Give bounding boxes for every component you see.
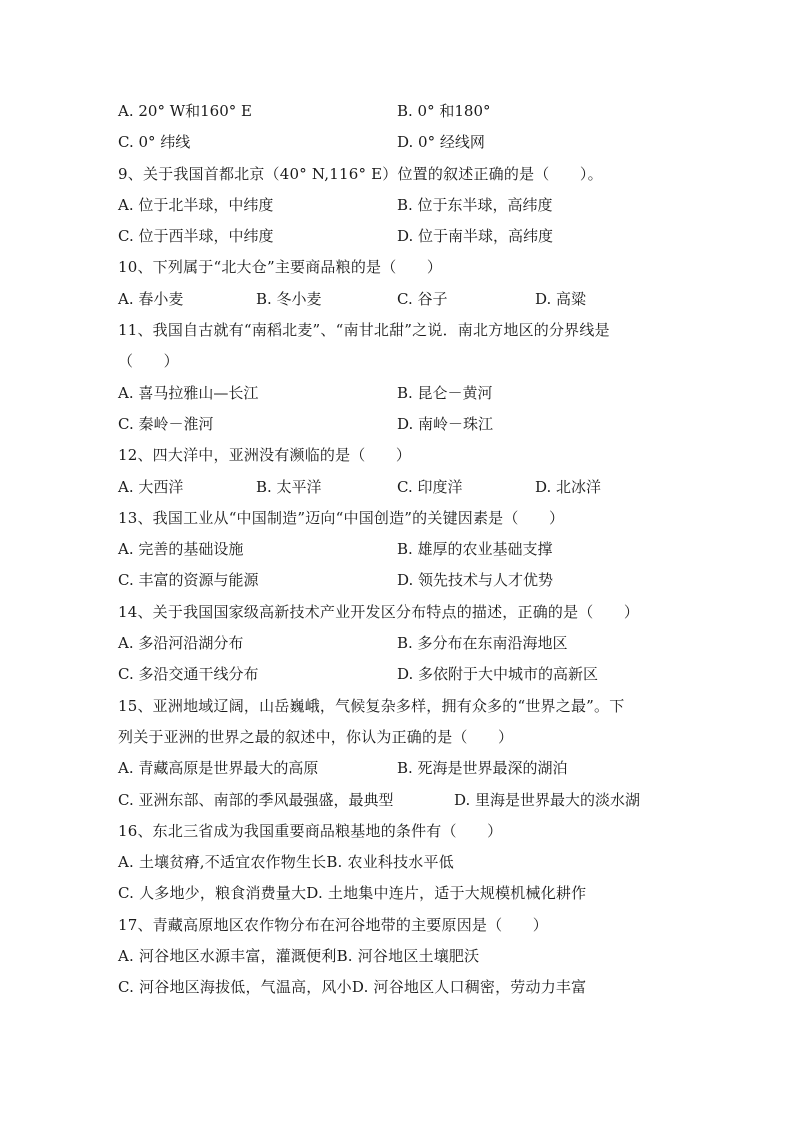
q14-text: 14、关于我国国家级高新技术产业开发区分布特点的描述，正确的是（ ） [118, 602, 640, 621]
q13-option-b: B. 雄厚的农业基础支撑 [397, 540, 553, 559]
q9-option-b: B. 位于东半球，高纬度 [397, 195, 553, 214]
q15-options-row-2 [118, 785, 678, 816]
q17-text: 17、青藏高原地区农作物分布在河谷地带的主要原因是（ ） [118, 915, 548, 934]
q13-text: 13、我国工业从“中国制造”迈向“中国创造”的关键因素是（ ） [118, 508, 565, 527]
q11-option-a: A. 喜马拉雅山—长江 [118, 383, 259, 402]
q14-options-row-1 [118, 628, 678, 659]
q12-text: 12、四大洋中，亚洲没有濒临的是（ ） [118, 446, 412, 465]
q15-option-a: A. 青藏高原是世界最大的高原 [118, 759, 319, 778]
q10-option-c: C. 谷子 [397, 289, 448, 308]
q8-option-d: D. 0° 经线网 [397, 133, 485, 152]
q12-options-row [118, 472, 678, 503]
q17-options-line-1: A. 河谷地区水源丰富，灌溉便利B. 河谷地区土壤肥沃 [118, 947, 480, 966]
q10-options-row [118, 284, 678, 315]
q13-options-row-2 [118, 565, 678, 596]
q11-options-row-1 [118, 378, 678, 409]
q17-options-line-2: C. 河谷地区海拔低，气温高，风小D. 河谷地区人口稠密，劳动力丰富 [118, 978, 587, 997]
q8-options-row-1 [118, 96, 678, 127]
q10-option-b: B. 冬小麦 [256, 289, 322, 308]
q14-option-a: A. 多沿河沿湖分布 [118, 634, 244, 653]
q10-option-a: A. 春小麦 [118, 289, 184, 308]
q13-option-d: D. 领先技术与人才优势 [397, 571, 554, 590]
q8-option-c: C. 0° 纬线 [118, 133, 191, 152]
q13-option-a: A. 完善的基础设施 [118, 540, 244, 559]
q15-option-c: C. 亚洲东部、南部的季风最强盛，最典型 [118, 790, 394, 809]
q11-options-row-2 [118, 409, 678, 440]
q15-text: 15、亚洲地域辽阔，山岳巍峨，气候复杂多样，拥有众多的“世界之最”。下 [118, 696, 625, 715]
q15-text-continued: 列关于亚洲的世界之最的叙述中，你认为正确的是（ ） [118, 727, 514, 746]
q9-option-d: D. 位于南半球，高纬度 [397, 227, 554, 246]
q8-option-b: B. 0° 和180° [397, 102, 491, 120]
q14-option-d: D. 多依附于大中城市的高新区 [397, 665, 599, 684]
q14-option-c: C. 多沿交通干线分布 [118, 665, 259, 684]
q15-option-d: D. 里海是世界最大的淡水湖 [454, 790, 641, 809]
q16-options-line-2: C. 人多地少，粮食消费量大D. 土地集中连片，适于大规模机械化耕作 [118, 884, 587, 903]
q13-options-row-1 [118, 534, 678, 565]
q14-options-row-2 [118, 659, 678, 690]
q14-option-b: B. 多分布在东南沿海地区 [397, 634, 568, 653]
q15-options-row-1 [118, 753, 678, 784]
q12-option-c: C. 印度洋 [397, 477, 463, 496]
q10-text: 10、下列属于“北大仓”主要商品粮的是（ ） [118, 258, 443, 277]
question-list [118, 96, 678, 1004]
q11-option-d: D. 南岭－珠江 [397, 414, 494, 433]
q8-options-row-2 [118, 127, 678, 158]
q11-text: 11、我国自古就有“南稻北麦”、“南甘北甜”之说．南北方地区的分界线是 [118, 321, 610, 340]
q12-option-b: B. 太平洋 [256, 477, 322, 496]
q12-option-d: D. 北冰洋 [535, 477, 602, 496]
q9-options-row-2 [118, 221, 678, 252]
q16-options-line-1: A. 土壤贫瘠,不适宜农作物生长B. 农业科技水平低 [118, 853, 454, 872]
q9-option-a: A. 位于北半球，中纬度 [118, 195, 274, 214]
q11-option-b: B. 昆仑－黄河 [397, 383, 493, 402]
q15-option-b: B. 死海是世界最深的湖泊 [397, 759, 568, 778]
q9-option-c: C. 位于西半球，中纬度 [118, 227, 274, 246]
q12-option-a: A. 大西洋 [118, 477, 184, 496]
q16-text: 16、东北三省成为我国重要商品粮基地的条件有（ ） [118, 821, 503, 840]
q11-option-c: C. 秦岭－淮河 [118, 414, 214, 433]
q9-text: 9、关于我国首都北京（40° N,116° E）位置的叙述正确的是（ ）。 [118, 164, 603, 183]
q13-option-c: C. 丰富的资源与能源 [118, 571, 259, 590]
q10-option-d: D. 高粱 [535, 289, 587, 308]
q9-options-row-1 [118, 190, 678, 221]
q11-text-continued: （ ） [118, 352, 179, 371]
q8-option-a: A. 20° W和160° E [118, 102, 252, 120]
